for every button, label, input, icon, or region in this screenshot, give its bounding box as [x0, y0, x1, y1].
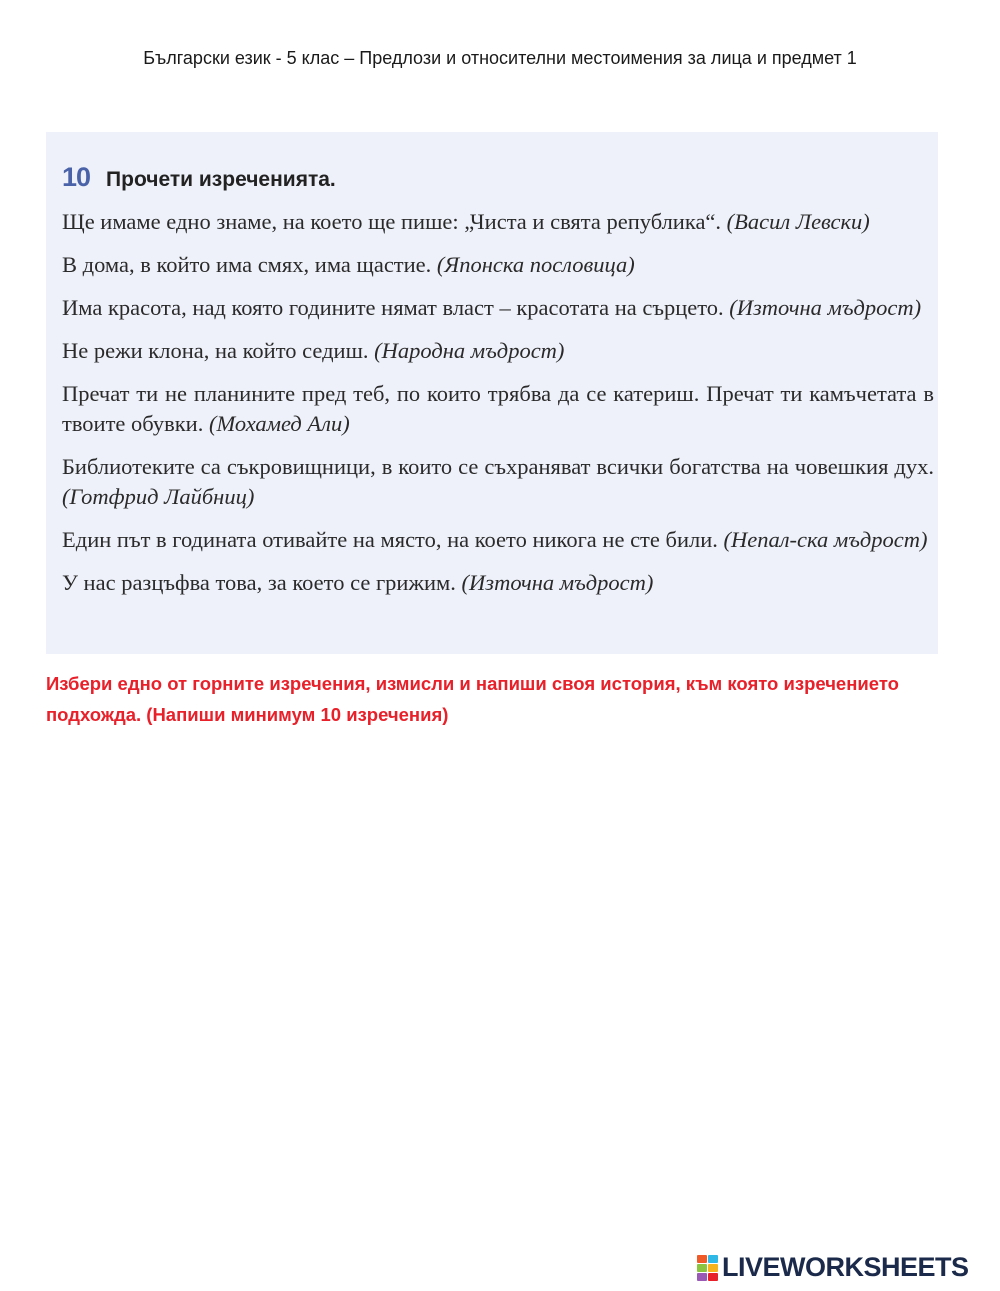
exercise-title: Прочети изреченията. — [106, 168, 336, 191]
exercise-number: 10 — [62, 162, 91, 192]
logo-square — [697, 1255, 707, 1263]
logo-square — [708, 1273, 718, 1281]
instructions-text: Избери едно от горните изречения, измисли и напиши своя история, към която изречението подхожда. (Напиши минимум 10 изречения) — [46, 673, 899, 725]
logo-square — [697, 1273, 707, 1281]
sentence-text: Има красота, над която годините нямат власт – красотата на сърцето. — [62, 295, 730, 320]
sentence-text: Пречат ти не планините пред теб, по които трябва да се катериш. Пречат ти камъчетата в твоите обувки. — [62, 381, 934, 436]
exercise-box — [46, 132, 938, 654]
sentence-1 — [62, 207, 934, 237]
logo-square — [697, 1264, 707, 1272]
sentence-3 — [62, 293, 934, 323]
sentence-4 — [62, 336, 934, 366]
exercise-heading — [62, 162, 934, 193]
sentence-2 — [62, 250, 934, 280]
logo-grid-icon — [697, 1255, 718, 1281]
sentence-6 — [62, 452, 934, 512]
sentence-text: Ще имаме едно знаме, на което ще пише: „Чиста и свята република“. — [62, 209, 727, 234]
sentence-text: Един път в годината отивайте на място, на което никога не сте били. — [62, 527, 724, 552]
sentence-text: У нас разцъфва това, за което се грижим. — [62, 570, 462, 595]
sentence-author: (Готфрид Лайбниц) — [62, 484, 255, 509]
sentence-author: (Непал-ска мъдрост) — [723, 527, 928, 552]
sentence-author: (Васил Левски) — [726, 209, 870, 234]
sentence-5 — [62, 379, 934, 439]
sentence-7 — [62, 525, 934, 555]
sentence-text: В дома, в който има смях, има щастие. — [62, 252, 437, 277]
liveworksheets-logo[interactable] — [697, 1252, 969, 1283]
sentence-text: Не режи клона, на който седиш. — [62, 338, 375, 363]
sentence-author: (Народна мъдрост) — [374, 338, 565, 363]
logo-text: LIVEWORKSHEETS — [722, 1252, 969, 1282]
sentence-text: Библиотеките са съкровищници, в които се съхраняват всички богатства на човешкия дух. — [62, 454, 934, 479]
sentence-8 — [62, 568, 934, 598]
page-title: Български език - 5 клас – Предлози и относителни местоимения за лица и предмет 1 — [143, 48, 857, 68]
sentence-author: (Източна мъдрост) — [729, 295, 922, 320]
logo-square — [708, 1255, 718, 1263]
logo-square — [708, 1264, 718, 1272]
sentence-author: (Мохамед Али) — [208, 411, 350, 436]
sentence-author: (Източна мъдрост) — [461, 570, 654, 595]
sentence-author: (Японска пословица) — [436, 252, 635, 277]
